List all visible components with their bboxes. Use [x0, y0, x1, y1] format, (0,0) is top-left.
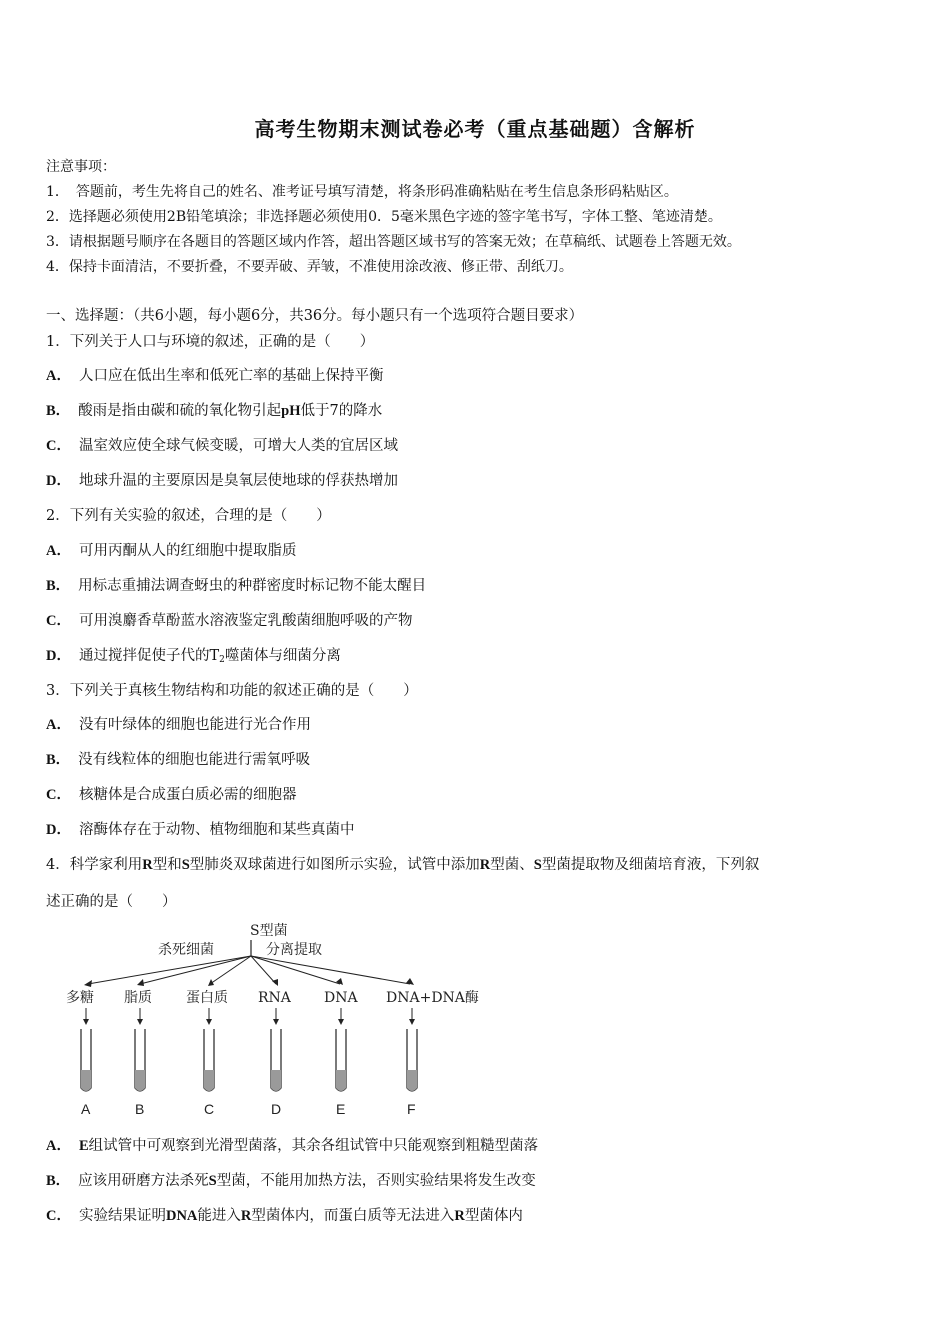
option-d — [46, 469, 398, 490]
component-polysaccharide: 多糖 — [66, 990, 94, 1006]
option-text: 溶酶体存在于动物、植物细胞和某些真菌中 — [78, 822, 355, 838]
down-arrow-head — [137, 1019, 143, 1025]
option-label: A． — [46, 543, 71, 559]
option-label: B． — [46, 578, 71, 594]
option-text: 可用溴麝香草酚蓝水溶液鉴定乳酸菌细胞呼吸的产物 — [78, 613, 413, 629]
option-text: 噬菌体与细菌分离 — [224, 648, 341, 664]
option-a — [46, 539, 296, 560]
down-arrow-head — [206, 1019, 212, 1025]
option-c — [46, 783, 296, 804]
figure-top-label: S型菌 — [250, 923, 288, 939]
arrow-head — [84, 980, 92, 987]
branch-arrow — [140, 956, 251, 984]
figure-right-label: 分离提取 — [266, 942, 322, 958]
option-label: C． — [46, 787, 71, 803]
option-text: 型菌，不能用加热方法，否则实验结果将发生改变 — [216, 1173, 536, 1189]
notice-item: 4．保持卡面清洁，不要折叠，不要弄破、弄皱，不准使用涂改液、修正带、刮纸刀。 — [46, 259, 573, 275]
option-b — [46, 748, 310, 769]
option-b — [46, 1169, 536, 1190]
option-c — [46, 434, 398, 455]
option-label: B． — [46, 403, 71, 419]
option-text: 地球升温的主要原因是臭氧层使地球的俘获热增加 — [78, 473, 398, 489]
tube-liquid — [336, 1070, 346, 1091]
down-arrow-head — [83, 1019, 89, 1025]
notice-item: 1． 答题前，考生先将自己的姓名、准考证号填写清楚，将条形码准确粘贴在考生信息条形码粘贴区。 — [46, 184, 678, 200]
arrow-head — [137, 979, 144, 986]
question-stem: 1．下列关于人口与环境的叙述，正确的是（ ） — [46, 334, 375, 350]
notice-item: 2．选择题必须使用2B铅笔填涂；非选择题必须使用0．5毫米黑色字迹的签字笔书写，字体工整、笔迹清楚。 — [46, 209, 722, 225]
option-term: S — [208, 1173, 217, 1189]
notice-heading: 注意事项： — [46, 159, 116, 175]
option-label: B． — [46, 1173, 71, 1189]
component-protein: 蛋白质 — [186, 990, 228, 1006]
stem-term: S — [533, 857, 542, 873]
question-stem-continued: 述正确的是（ ） — [46, 894, 177, 910]
option-term: pH — [281, 403, 301, 419]
option-subscript: 2 — [219, 655, 225, 665]
option-a — [46, 713, 311, 734]
branch-arrow — [88, 956, 251, 984]
option-text: 组试管中可观察到光滑型菌落，其余各组试管中只能观察到粗糙型菌落 — [88, 1138, 539, 1154]
option-b — [46, 574, 426, 595]
option-text: 温室效应使全球气候变暖，可增大人类的宜居区域 — [78, 438, 398, 454]
option-text: 酸雨是指由碳和硫的氧化物引起 — [78, 403, 282, 419]
down-arrow-head — [409, 1019, 415, 1025]
stem-text: 型肺炎双球菌进行如图所示实验，试管中添加 — [189, 857, 480, 873]
stem-term: S — [181, 857, 190, 873]
option-label: A． — [46, 368, 71, 384]
branch-arrow — [210, 956, 251, 984]
arrow-head — [208, 979, 214, 986]
stem-text: 4．科学家利用 — [46, 857, 143, 873]
option-text: 通过搅拌促使子代的T — [78, 648, 220, 664]
tube-liquid — [271, 1070, 281, 1091]
section-heading: 一、选择题：（共6小题，每小题6分，共36分。每小题只有一个选项符合题目要求） — [46, 308, 584, 324]
option-term: E — [78, 1138, 89, 1154]
option-label: A． — [46, 1138, 71, 1154]
page-title: 高考生物期末测试卷必考（重点基础题）含解析 — [254, 117, 696, 141]
tube-liquid — [407, 1070, 417, 1091]
tube-label: F — [407, 1101, 416, 1117]
stem-term: R — [142, 857, 153, 873]
option-text: 应该用研磨方法杀死 — [78, 1173, 209, 1189]
option-term: R — [240, 1208, 252, 1224]
option-c — [46, 609, 412, 630]
option-label: D． — [46, 822, 71, 838]
component-dna: DNA — [324, 990, 358, 1006]
option-term: DNA — [165, 1208, 198, 1224]
option-label: D． — [46, 473, 71, 489]
tube-group — [81, 1008, 417, 1117]
option-text: 型菌体内 — [464, 1208, 523, 1224]
tube-label: E — [336, 1101, 346, 1117]
option-d — [46, 818, 354, 839]
figure-branch-arrows — [88, 956, 410, 984]
option-a — [46, 364, 383, 385]
tube-liquid — [135, 1070, 145, 1091]
option-text: 核糖体是合成蛋白质必需的细胞器 — [78, 787, 297, 803]
question-stem: 2．下列有关实验的叙述，合理的是（ ） — [46, 508, 331, 524]
tube-label: B — [135, 1101, 145, 1117]
stem-term: R — [479, 857, 491, 873]
tube-liquid — [204, 1070, 214, 1091]
option-text: 用标志重捕法调查蚜虫的种群密度时标记物不能太醒目 — [78, 578, 427, 594]
option-c — [46, 1204, 523, 1225]
option-label: C． — [46, 613, 71, 629]
figure-branch-heads — [84, 978, 414, 987]
figure-left-label: 杀死细菌 — [158, 942, 214, 958]
option-label: A． — [46, 717, 71, 733]
down-arrow-head — [273, 1019, 279, 1025]
option-text: 没有叶绿体的细胞也能进行光合作用 — [78, 717, 311, 733]
option-a — [46, 1134, 538, 1155]
option-text: 人口应在低出生率和低死亡率的基础上保持平衡 — [78, 368, 384, 384]
option-label: C． — [46, 438, 71, 454]
component-rna: RNA — [258, 990, 291, 1006]
component-lipid: 脂质 — [124, 990, 152, 1006]
tube-label: D — [271, 1101, 282, 1117]
question-stem — [46, 853, 759, 874]
option-label: C． — [46, 1208, 71, 1224]
option-label: B． — [46, 752, 71, 768]
option-d — [46, 644, 341, 665]
option-text: 型菌体内，而蛋白质等无法进入 — [251, 1208, 455, 1224]
down-arrow-head — [338, 1019, 344, 1025]
branch-arrow — [251, 956, 340, 984]
stem-text: 型和 — [152, 857, 182, 873]
branch-arrow — [251, 956, 410, 984]
stem-text: 型菌提取物及细菌培育液，下列叙 — [541, 857, 760, 873]
option-label: D． — [46, 648, 71, 664]
stem-text: 型菌、 — [490, 857, 534, 873]
tube-label: C — [204, 1101, 215, 1117]
option-text: 能进入 — [197, 1208, 241, 1224]
component-dna-dnase: DNA+DNA酶 — [386, 990, 479, 1006]
tube-label: A — [81, 1101, 91, 1117]
tube-liquid — [81, 1070, 91, 1091]
option-b — [46, 399, 382, 420]
option-text: 低于7的降水 — [300, 403, 383, 419]
option-text: 没有线粒体的细胞也能进行需氧呼吸 — [78, 752, 311, 768]
option-text: 可用丙酮从人的红细胞中提取脂质 — [78, 543, 297, 559]
option-text: 实验结果证明 — [78, 1208, 166, 1224]
option-term: R — [454, 1208, 465, 1224]
question-stem: 3．下列关于真核生物结构和功能的叙述正确的是（ ） — [46, 683, 418, 699]
experiment-figure — [60, 918, 500, 1123]
notice-item: 3．请根据题号顺序在各题目的答题区域内作答，超出答题区域书写的答案无效；在草稿纸、试题卷上答题无效。 — [46, 234, 741, 250]
